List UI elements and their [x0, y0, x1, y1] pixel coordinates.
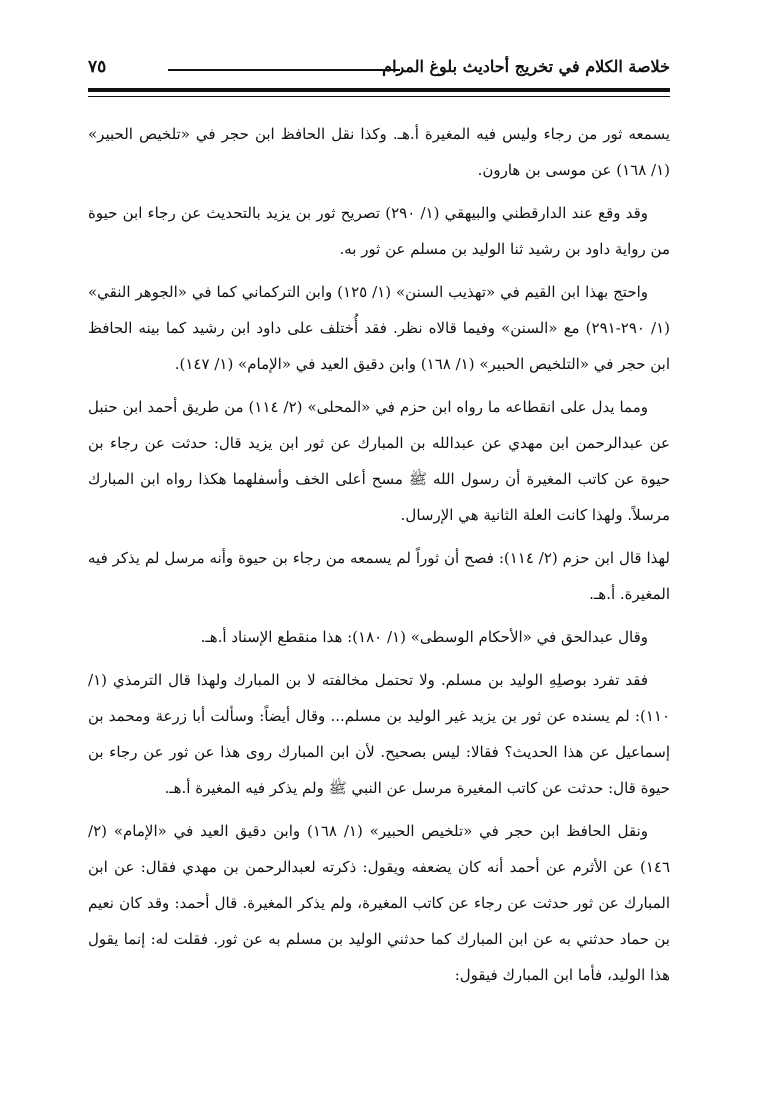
running-header — [88, 54, 670, 84]
header-rule-thick — [88, 88, 670, 92]
paragraph-5: لهذا قال ابن حزم (٢/ ١١٤): فصح أن ثوراً لم يسمعه من رجاء بن حيوة وأنه مرسل لم يذكر فيه المغيرة. أ.هـ. — [88, 549, 670, 603]
paragraph-1: يسمعه ثور من رجاء وليس فيه المغيرة أ.هـ. وكذا نقل الحافظ ابن حجر في «تلخيص الحبير» (١/ ١٦٨) عن موسى بن هارون. — [88, 125, 670, 179]
paragraph-6: وقال عبدالحق في «الأحكام الوسطى» (١/ ١٨٠): هذا منقطع الإسناد أ.هـ. — [200, 628, 648, 646]
header-dash-line — [168, 69, 400, 71]
header-rule-thin — [88, 96, 670, 97]
paragraph-7: فقد تفرد بوصلِهِ الوليد بن مسلم. ولا تحتمل مخالفته لا بن المبارك ولهذا قال الترمذي (١/ ١١٠): لم يسنده عن ثور بن يزيد غير الوليد بن مسلم... وقال أيضاً: وسألت أبا زرعة ومحمد بن إسماعيل عن هذا الحديث؟ فقالا: ليس بصحيح. لأن ابن المبارك روى هذا عن ثور عن رجاء بن حيوة قال: حدثت عن كاتب المغيرة مرسل عن النبي ﷺ ولم يذكر فيه المغيرة أ.هـ. — [88, 671, 670, 797]
body-text — [88, 116, 670, 1000]
paragraph-3: واحتج بهذا ابن القيم في «تهذيب السنن» (١/ ١٢٥) وابن التركماني كما في «الجوهر النقي» (١/ ٢٩٠-٢٩١) مع «السنن» وفيما قالاه نظر. فقد أُختلف على داود ابن رشيد كما بينه الحافظ ابن حجر في «التلخيص الحبير» (١/ ١٦٨) وابن دقيق العيد في «الإمام» (١/ ١٤٧). — [88, 283, 670, 373]
paragraph-4: ومما يدل على انقطاعه ما رواه ابن حزم في «المحلى» (٢/ ١١٤) من طريق أحمد ابن حنبل عن عبدالرحمن ابن مهدي عن عبدالله بن المبارك عن ثور ابن يزيد قال: حدثت عن رجاء بن حيوة عن كاتب المغيرة أن رسول الله ﷺ مسح أعلى الخف وأسفلهما هكذا رواه ابن المبارك مرسلاً. ولهذا كانت العلة الثانية هي الإرسال. — [88, 398, 670, 524]
paragraph-2: وقد وقع عند الدارقطني والبيهقي (١/ ٢٩٠) تصريح ثور بن يزيد بالتحديث عن رجاء ابن حيوة من رواية داود بن رشيد ثنا الوليد بن مسلم عن ثور به. — [88, 204, 670, 258]
book-title: خلاصة الكلام في تخريج أحاديث بلوغ المرام — [382, 57, 670, 76]
page-number: ٧٥ — [88, 57, 107, 77]
paragraph-8: ونقل الحافظ ابن حجر في «تلخيص الحبير» (١/ ١٦٨) وابن دقيق العيد في «الإمام» (٢/ ١٤٦) عن الأثرم عن أحمد أنه كان يضعفه ويقول: ذكرته لعبدالرحمن بن مهدي فقال: عن ابن المبارك عن ثور حدثت عن رجاء عن كاتب المغيرة، ولم يذكر المغيرة. قال أحمد: وقد كان نعيم بن حماد حدثني به عن ابن المبارك كما حدثني الوليد بن مسلم به عن ثور. فقلت له: إنما يقول هذا الوليد، فأما ابن المبارك فيقول: — [88, 822, 670, 984]
